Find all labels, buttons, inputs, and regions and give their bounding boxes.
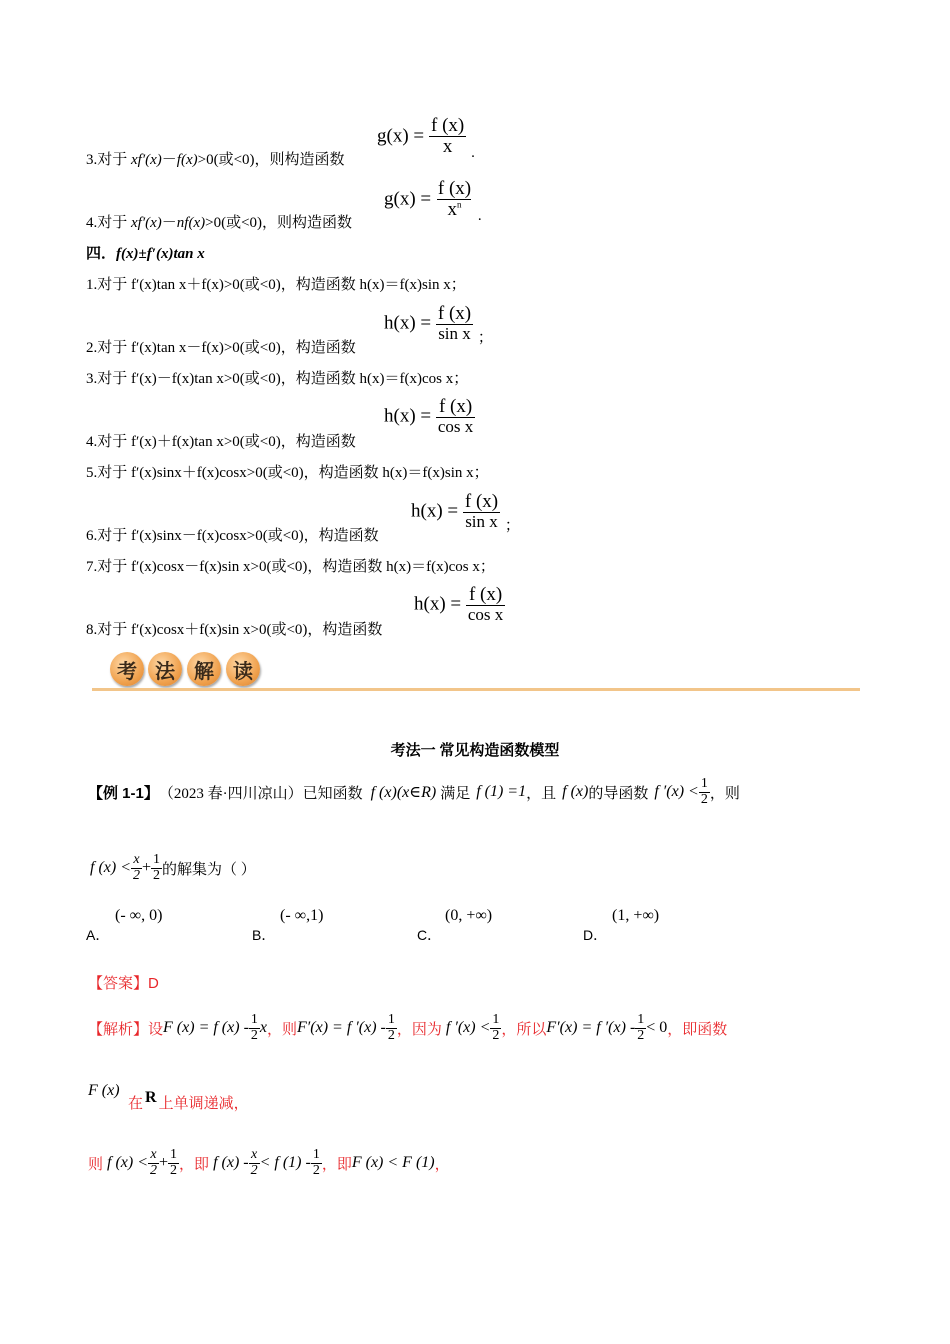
item-tan-4-formula: h(x) = $\frac{f (x)}{\text{cos x}}$ <box>384 396 474 436</box>
analysis-line-2: 在 R 上单调递减， <box>128 1088 249 1112</box>
option-c-value[interactable]: (0, +∞) <box>445 907 493 924</box>
banner-char-3: 解 <box>187 652 221 686</box>
answer: 【答案】D <box>88 975 159 992</box>
option-c-label[interactable]: C． <box>417 927 442 943</box>
option-d-value[interactable]: (1, +∞) <box>612 907 660 924</box>
banner-char-1: 考 <box>110 652 144 686</box>
item-tan-2: 2.对于 f′(x)tan x－f(x)>0(或<0)，构造函数 <box>86 340 356 356</box>
item-tan-1: 1.对于 f′(x)tan x＋f(x)>0(或<0)，构造函数 h(x)＝f(x)sin x； <box>86 277 466 293</box>
banner-divider <box>92 688 860 691</box>
example-line-2: f (x) < $\frac{x}{2}$ + $\frac{1}{2}$ 的解集为（ ） <box>90 851 256 883</box>
item-tan-4: 4.对于 f′(x)＋f(x)tan x>0(或<0)，构造函数 <box>86 434 356 450</box>
section-heading-4: 四．f(x)±f′(x)tan x <box>86 246 205 262</box>
option-d-label[interactable]: D． <box>583 927 608 943</box>
analysis-line-1: 【解析】 设 F (x) = f (x) - $\frac{1}{2}$ x ，则 F′(x) = f ′(x) - $\frac{1}{2}$ ，因为 f ′(x) < $\frac{1}{2}$ ，所以 F′(x) = f ′(x) - $\frac{1}{2}$ < 0 ，即函数 <box>88 1011 728 1043</box>
banner-char-4: 读 <box>226 652 260 686</box>
option-b-value[interactable]: (- ∞,1) <box>280 907 324 924</box>
item-cos-7: 7.对于 f′(x)cosx－f(x)sin x>0(或<0)，构造函数 h(x)＝f(x)cos x； <box>86 559 495 575</box>
option-b-label[interactable]: B． <box>252 927 276 943</box>
item-4-formula: g(x) = $\frac{f (x)}{x^n}$ $_.$ <box>384 178 482 224</box>
analysis-line-3: 则 f (x) < $\frac{x}{2}$ + $\frac{1}{2}$ ，即 f (x) - $\frac{x}{2}$ < f (1) - $\frac{1}{2}$ ，即 F (x) < F (1) ， <box>88 1146 450 1178</box>
item-4-text: 4.对于 xf′(x)－nf(x)>0(或<0)，则构造函数 <box>86 215 353 231</box>
item-sin-5: 5.对于 f′(x)sinx＋f(x)cosx>0(或<0)，构造函数 h(x)＝f(x)sin x； <box>86 465 489 481</box>
item-cos-8-formula: h(x) = $\frac{f (x)}{\text{cos x}}$ <box>414 584 504 624</box>
option-a-value[interactable]: (- ∞, 0) <box>115 907 163 924</box>
section-title: 考法一 常见构造函数模型 <box>390 743 560 759</box>
item-cos-8: 8.对于 f′(x)cosx＋f(x)sin x>0(或<0)，构造函数 <box>86 622 383 638</box>
option-a-label[interactable]: A． <box>86 927 110 943</box>
item-sin-6-formula: h(x) = $\frac{f (x)}{\text{sin x}}$ $_;$ <box>411 491 520 534</box>
item-3-text: 3.对于 xf′(x)－f(x)>0(或<0)，则构造函数 <box>86 152 345 168</box>
item-tan-2-formula: h(x) = $\frac{f (x)}{\text{sin x}}$ $_;$ <box>384 303 493 346</box>
item-tan-3: 3.对于 f′(x)－f(x)tan x>0(或<0)，构造函数 h(x)＝f(x)cos x； <box>86 371 469 387</box>
item-sin-6: 6.对于 f′(x)sinx－f(x)cosx>0(或<0)，构造函数 <box>86 528 379 544</box>
item-3-formula: g(x) = $\frac{f (x)}{x}$ $_.$ <box>377 115 475 161</box>
example-line-1: 【例 1-1】 （2023 春·四川凉山）已知函数 f (x)(x∈R) 满足 f (1) =1 ，且 f (x) 的导函数 f ′(x) < $\frac{1}{2}$ ，则 <box>88 775 740 807</box>
banner-char-2: 法 <box>148 652 182 686</box>
analysis-Fx: F (x) <box>88 1082 120 1099</box>
